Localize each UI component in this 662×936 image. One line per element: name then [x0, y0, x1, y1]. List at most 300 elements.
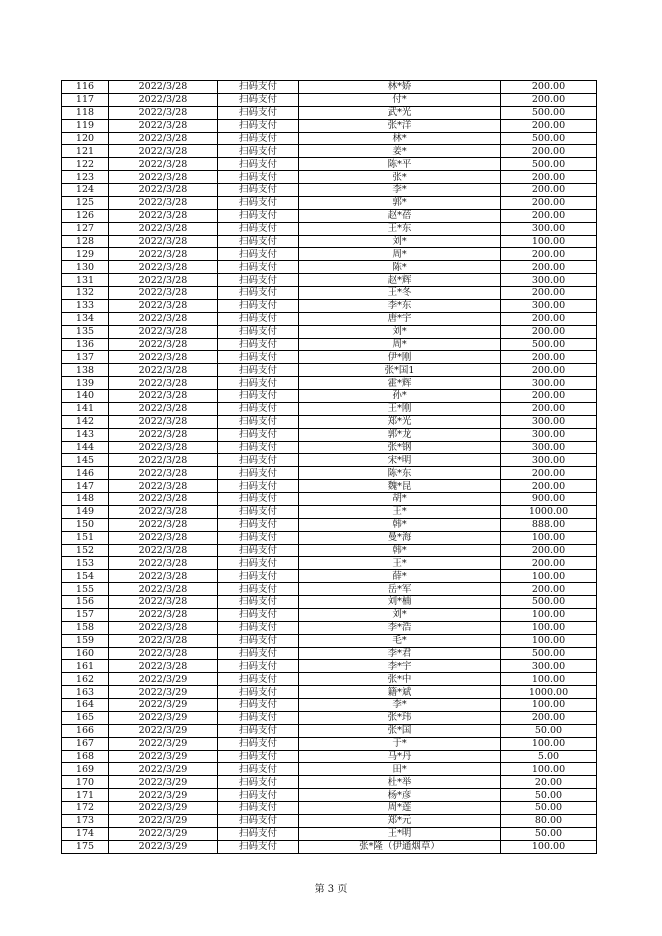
payment-method-cell: 扫码支付 [218, 750, 299, 763]
payment-method-cell: 扫码支付 [218, 93, 299, 106]
row-number-cell: 129 [62, 248, 109, 261]
date-cell: 2022/3/28 [109, 467, 218, 480]
date-cell: 2022/3/28 [109, 93, 218, 106]
table-row [62, 106, 597, 119]
table-row [62, 441, 597, 454]
amount-cell: 200.00 [501, 325, 597, 338]
amount-cell: 500.00 [501, 132, 597, 145]
payer-name-cell: 李* [299, 699, 501, 712]
date-cell: 2022/3/28 [109, 570, 218, 583]
row-number-cell: 168 [62, 750, 109, 763]
row-number-cell: 164 [62, 699, 109, 712]
row-number-cell: 160 [62, 647, 109, 660]
payment-method-cell: 扫码支付 [218, 827, 299, 840]
table-row [62, 171, 597, 184]
page-number: 第 3 页 [314, 884, 348, 895]
amount-cell: 888.00 [501, 518, 597, 531]
payment-method-cell: 扫码支付 [218, 428, 299, 441]
row-number-cell: 144 [62, 441, 109, 454]
row-number-cell: 162 [62, 673, 109, 686]
payment-method-cell: 扫码支付 [218, 81, 299, 94]
amount-cell: 100.00 [501, 763, 597, 776]
payment-method-cell: 扫码支付 [218, 351, 299, 364]
row-number-cell: 153 [62, 557, 109, 570]
payment-method-cell: 扫码支付 [218, 686, 299, 699]
row-number-cell: 120 [62, 132, 109, 145]
row-number-cell: 145 [62, 454, 109, 467]
payer-name-cell: 毛* [299, 634, 501, 647]
amount-cell: 1000.00 [501, 505, 597, 518]
row-number-cell: 122 [62, 158, 109, 171]
date-cell: 2022/3/29 [109, 763, 218, 776]
payment-method-cell: 扫码支付 [218, 299, 299, 312]
row-number-cell: 170 [62, 776, 109, 789]
row-number-cell: 173 [62, 814, 109, 827]
table-row [62, 299, 597, 312]
payment-method-cell: 扫码支付 [218, 776, 299, 789]
payment-method-cell: 扫码支付 [218, 608, 299, 621]
payment-method-cell: 扫码支付 [218, 840, 299, 853]
date-cell: 2022/3/28 [109, 583, 218, 596]
table-row [62, 647, 597, 660]
amount-cell: 200.00 [501, 287, 597, 300]
payer-name-cell: 刘* [299, 235, 501, 248]
row-number-cell: 142 [62, 415, 109, 428]
date-cell: 2022/3/28 [109, 621, 218, 634]
date-cell: 2022/3/28 [109, 505, 218, 518]
payer-name-cell: 杨*彦 [299, 789, 501, 802]
row-number-cell: 139 [62, 377, 109, 390]
amount-cell: 200.00 [501, 145, 597, 158]
table-row [62, 402, 597, 415]
payment-method-cell: 扫码支付 [218, 441, 299, 454]
table-row [62, 248, 597, 261]
payment-method-cell: 扫码支付 [218, 531, 299, 544]
row-number-cell: 169 [62, 763, 109, 776]
payer-name-cell: 张*隆（伊通烟草） [299, 840, 501, 853]
payment-method-cell: 扫码支付 [218, 390, 299, 403]
amount-cell: 100.00 [501, 235, 597, 248]
date-cell: 2022/3/29 [109, 814, 218, 827]
amount-cell: 200.00 [501, 583, 597, 596]
table-row [62, 196, 597, 209]
amount-cell: 100.00 [501, 699, 597, 712]
table-row [62, 287, 597, 300]
row-number-cell: 119 [62, 119, 109, 132]
row-number-cell: 152 [62, 544, 109, 557]
date-cell: 2022/3/29 [109, 711, 218, 724]
table-row [62, 827, 597, 840]
amount-cell: 100.00 [501, 673, 597, 686]
payer-name-cell: 韩* [299, 518, 501, 531]
amount-cell: 200.00 [501, 119, 597, 132]
date-cell: 2022/3/29 [109, 776, 218, 789]
row-number-cell: 125 [62, 196, 109, 209]
payment-method-cell: 扫码支付 [218, 119, 299, 132]
table-row [62, 557, 597, 570]
payment-method-cell: 扫码支付 [218, 261, 299, 274]
row-number-cell: 123 [62, 171, 109, 184]
payer-name-cell: 宋*明 [299, 454, 501, 467]
payer-name-cell: 周* [299, 248, 501, 261]
payment-method-cell: 扫码支付 [218, 673, 299, 686]
payment-method-cell: 扫码支付 [218, 518, 299, 531]
payment-method-cell: 扫码支付 [218, 132, 299, 145]
amount-cell: 500.00 [501, 106, 597, 119]
table-row [62, 711, 597, 724]
row-number-cell: 131 [62, 274, 109, 287]
amount-cell: 200.00 [501, 184, 597, 197]
amount-cell: 100.00 [501, 621, 597, 634]
date-cell: 2022/3/29 [109, 827, 218, 840]
table-row [62, 750, 597, 763]
table-row [62, 209, 597, 222]
amount-cell: 500.00 [501, 647, 597, 660]
row-number-cell: 140 [62, 390, 109, 403]
payment-method-cell: 扫码支付 [218, 493, 299, 506]
payer-name-cell: 魏*昆 [299, 480, 501, 493]
row-number-cell: 121 [62, 145, 109, 158]
table-row [62, 480, 597, 493]
date-cell: 2022/3/28 [109, 106, 218, 119]
table-row [62, 505, 597, 518]
date-cell: 2022/3/28 [109, 441, 218, 454]
row-number-cell: 161 [62, 660, 109, 673]
row-number-cell: 158 [62, 621, 109, 634]
date-cell: 2022/3/28 [109, 480, 218, 493]
payment-table [61, 80, 597, 854]
table-row [62, 608, 597, 621]
payer-name-cell: 张*中 [299, 673, 501, 686]
amount-cell: 80.00 [501, 814, 597, 827]
amount-cell: 200.00 [501, 364, 597, 377]
amount-cell: 300.00 [501, 299, 597, 312]
payment-method-cell: 扫码支付 [218, 377, 299, 390]
table-row [62, 673, 597, 686]
payment-method-cell: 扫码支付 [218, 145, 299, 158]
payer-name-cell: 付* [299, 93, 501, 106]
payer-name-cell: 郭* [299, 196, 501, 209]
amount-cell: 200.00 [501, 312, 597, 325]
date-cell: 2022/3/28 [109, 660, 218, 673]
amount-cell: 50.00 [501, 789, 597, 802]
payer-name-cell: 岳*军 [299, 583, 501, 596]
table-row [62, 699, 597, 712]
date-cell: 2022/3/28 [109, 454, 218, 467]
payer-name-cell: 孙* [299, 390, 501, 403]
table-row [62, 235, 597, 248]
payment-method-cell: 扫码支付 [218, 557, 299, 570]
payer-name-cell: 张*钢 [299, 441, 501, 454]
date-cell: 2022/3/28 [109, 557, 218, 570]
payer-name-cell: 薛* [299, 570, 501, 583]
payer-name-cell: 韩* [299, 544, 501, 557]
payment-method-cell: 扫码支付 [218, 647, 299, 660]
payer-name-cell: 张* [299, 171, 501, 184]
table-row [62, 274, 597, 287]
date-cell: 2022/3/28 [109, 647, 218, 660]
payment-method-cell: 扫码支付 [218, 287, 299, 300]
payment-method-cell: 扫码支付 [218, 338, 299, 351]
date-cell: 2022/3/28 [109, 119, 218, 132]
amount-cell: 500.00 [501, 338, 597, 351]
payer-name-cell: 王* [299, 505, 501, 518]
table-row [62, 415, 597, 428]
row-number-cell: 117 [62, 93, 109, 106]
payment-method-cell: 扫码支付 [218, 763, 299, 776]
date-cell: 2022/3/29 [109, 789, 218, 802]
table-row [62, 802, 597, 815]
date-cell: 2022/3/28 [109, 132, 218, 145]
amount-cell: 20.00 [501, 776, 597, 789]
date-cell: 2022/3/28 [109, 222, 218, 235]
date-cell: 2022/3/28 [109, 390, 218, 403]
date-cell: 2022/3/28 [109, 364, 218, 377]
payer-name-cell: 刘*楠 [299, 596, 501, 609]
payer-name-cell: 李*宇 [299, 660, 501, 673]
table-row [62, 132, 597, 145]
date-cell: 2022/3/28 [109, 261, 218, 274]
payment-method-cell: 扫码支付 [218, 402, 299, 415]
row-number-cell: 127 [62, 222, 109, 235]
date-cell: 2022/3/28 [109, 184, 218, 197]
date-cell: 2022/3/29 [109, 802, 218, 815]
row-number-cell: 151 [62, 531, 109, 544]
row-number-cell: 126 [62, 209, 109, 222]
amount-cell: 500.00 [501, 596, 597, 609]
payment-method-cell: 扫码支付 [218, 415, 299, 428]
date-cell: 2022/3/29 [109, 724, 218, 737]
table-row [62, 763, 597, 776]
date-cell: 2022/3/28 [109, 209, 218, 222]
date-cell: 2022/3/29 [109, 750, 218, 763]
table-row [62, 634, 597, 647]
date-cell: 2022/3/28 [109, 428, 218, 441]
amount-cell: 200.00 [501, 711, 597, 724]
payer-name-cell: 王*刚 [299, 402, 501, 415]
amount-cell: 100.00 [501, 608, 597, 621]
payment-method-cell: 扫码支付 [218, 724, 299, 737]
payment-method-cell: 扫码支付 [218, 274, 299, 287]
payer-name-cell: 李* [299, 184, 501, 197]
payment-method-cell: 扫码支付 [218, 634, 299, 647]
amount-cell: 200.00 [501, 351, 597, 364]
payer-name-cell: 杜*举 [299, 776, 501, 789]
amount-cell: 300.00 [501, 377, 597, 390]
date-cell: 2022/3/28 [109, 338, 218, 351]
payment-method-cell: 扫码支付 [218, 184, 299, 197]
row-number-cell: 124 [62, 184, 109, 197]
row-number-cell: 174 [62, 827, 109, 840]
table-row [62, 840, 597, 853]
payer-name-cell: 王* [299, 557, 501, 570]
payment-method-cell: 扫码支付 [218, 454, 299, 467]
row-number-cell: 171 [62, 789, 109, 802]
amount-cell: 200.00 [501, 93, 597, 106]
amount-cell: 200.00 [501, 209, 597, 222]
table-row [62, 145, 597, 158]
payment-method-cell: 扫码支付 [218, 364, 299, 377]
table-row [62, 93, 597, 106]
amount-cell: 300.00 [501, 454, 597, 467]
payment-method-cell: 扫码支付 [218, 583, 299, 596]
payment-method-cell: 扫码支付 [218, 737, 299, 750]
payment-method-cell: 扫码支付 [218, 660, 299, 673]
payer-name-cell: 郑*元 [299, 814, 501, 827]
payer-name-cell: 唐*宇 [299, 312, 501, 325]
amount-cell: 200.00 [501, 467, 597, 480]
table-row [62, 724, 597, 737]
payer-name-cell: 李*浩 [299, 621, 501, 634]
payer-name-cell: 王*东 [299, 222, 501, 235]
payer-name-cell: 陈* [299, 261, 501, 274]
table-row [62, 312, 597, 325]
amount-cell: 100.00 [501, 737, 597, 750]
date-cell: 2022/3/29 [109, 737, 218, 750]
amount-cell: 300.00 [501, 415, 597, 428]
row-number-cell: 116 [62, 81, 109, 94]
date-cell: 2022/3/28 [109, 287, 218, 300]
row-number-cell: 128 [62, 235, 109, 248]
row-number-cell: 141 [62, 402, 109, 415]
amount-cell: 200.00 [501, 557, 597, 570]
amount-cell: 300.00 [501, 274, 597, 287]
payer-name-cell: 林* [299, 132, 501, 145]
row-number-cell: 157 [62, 608, 109, 621]
payment-method-cell: 扫码支付 [218, 196, 299, 209]
payment-method-cell: 扫码支付 [218, 171, 299, 184]
amount-cell: 50.00 [501, 802, 597, 815]
amount-cell: 200.00 [501, 248, 597, 261]
date-cell: 2022/3/28 [109, 196, 218, 209]
payer-name-cell: 刘* [299, 325, 501, 338]
table-row [62, 377, 597, 390]
amount-cell: 100.00 [501, 531, 597, 544]
table-row [62, 428, 597, 441]
row-number-cell: 156 [62, 596, 109, 609]
date-cell: 2022/3/28 [109, 81, 218, 94]
row-number-cell: 155 [62, 583, 109, 596]
date-cell: 2022/3/28 [109, 531, 218, 544]
payment-method-cell: 扫码支付 [218, 480, 299, 493]
payer-name-cell: 张*洋 [299, 119, 501, 132]
table-row [62, 454, 597, 467]
amount-cell: 200.00 [501, 81, 597, 94]
payment-method-cell: 扫码支付 [218, 235, 299, 248]
payer-name-cell: 陈*平 [299, 158, 501, 171]
payment-method-cell: 扫码支付 [218, 621, 299, 634]
row-number-cell: 159 [62, 634, 109, 647]
table-row [62, 351, 597, 364]
row-number-cell: 165 [62, 711, 109, 724]
amount-cell: 200.00 [501, 171, 597, 184]
payer-name-cell: 张*国 [299, 724, 501, 737]
payment-method-cell: 扫码支付 [218, 106, 299, 119]
payer-name-cell: 马*丹 [299, 750, 501, 763]
payer-name-cell: 于* [299, 737, 501, 750]
row-number-cell: 138 [62, 364, 109, 377]
row-number-cell: 134 [62, 312, 109, 325]
amount-cell: 900.00 [501, 493, 597, 506]
date-cell: 2022/3/28 [109, 274, 218, 287]
payment-method-cell: 扫码支付 [218, 570, 299, 583]
row-number-cell: 143 [62, 428, 109, 441]
amount-cell: 100.00 [501, 570, 597, 583]
amount-cell: 300.00 [501, 222, 597, 235]
amount-cell: 100.00 [501, 840, 597, 853]
amount-cell: 300.00 [501, 660, 597, 673]
amount-cell: 200.00 [501, 261, 597, 274]
payment-method-cell: 扫码支付 [218, 699, 299, 712]
row-number-cell: 172 [62, 802, 109, 815]
row-number-cell: 166 [62, 724, 109, 737]
date-cell: 2022/3/28 [109, 235, 218, 248]
payment-method-cell: 扫码支付 [218, 711, 299, 724]
date-cell: 2022/3/28 [109, 544, 218, 557]
date-cell: 2022/3/28 [109, 325, 218, 338]
payment-method-cell: 扫码支付 [218, 325, 299, 338]
payer-name-cell: 曼*海 [299, 531, 501, 544]
amount-cell: 300.00 [501, 441, 597, 454]
date-cell: 2022/3/29 [109, 840, 218, 853]
date-cell: 2022/3/29 [109, 673, 218, 686]
date-cell: 2022/3/29 [109, 686, 218, 699]
payer-name-cell: 陈*东 [299, 467, 501, 480]
row-number-cell: 163 [62, 686, 109, 699]
payment-method-cell: 扫码支付 [218, 158, 299, 171]
payment-method-cell: 扫码支付 [218, 802, 299, 815]
payer-name-cell: 林*娇 [299, 81, 501, 94]
table-row [62, 789, 597, 802]
payer-name-cell: 刘* [299, 608, 501, 621]
date-cell: 2022/3/28 [109, 171, 218, 184]
amount-cell: 50.00 [501, 827, 597, 840]
payment-method-cell: 扫码支付 [218, 248, 299, 261]
row-number-cell: 150 [62, 518, 109, 531]
table-row [62, 660, 597, 673]
table-row [62, 467, 597, 480]
table-row [62, 544, 597, 557]
payment-method-cell: 扫码支付 [218, 505, 299, 518]
amount-cell: 300.00 [501, 428, 597, 441]
table-row [62, 493, 597, 506]
table-row [62, 583, 597, 596]
payment-method-cell: 扫码支付 [218, 596, 299, 609]
date-cell: 2022/3/28 [109, 351, 218, 364]
table-row [62, 776, 597, 789]
amount-cell: 5.00 [501, 750, 597, 763]
date-cell: 2022/3/28 [109, 608, 218, 621]
payer-name-cell: 郭*龙 [299, 428, 501, 441]
payer-name-cell: 周* [299, 338, 501, 351]
payer-name-cell: 姜* [299, 145, 501, 158]
payment-method-cell: 扫码支付 [218, 467, 299, 480]
row-number-cell: 132 [62, 287, 109, 300]
date-cell: 2022/3/28 [109, 312, 218, 325]
payer-name-cell: 胡* [299, 493, 501, 506]
table-row [62, 531, 597, 544]
table-row [62, 261, 597, 274]
payment-method-cell: 扫码支付 [218, 814, 299, 827]
amount-cell: 200.00 [501, 196, 597, 209]
table-row [62, 184, 597, 197]
payer-name-cell: 伊*刚 [299, 351, 501, 364]
table-row [62, 686, 597, 699]
row-number-cell: 167 [62, 737, 109, 750]
row-number-cell: 118 [62, 106, 109, 119]
amount-cell: 200.00 [501, 480, 597, 493]
row-number-cell: 136 [62, 338, 109, 351]
